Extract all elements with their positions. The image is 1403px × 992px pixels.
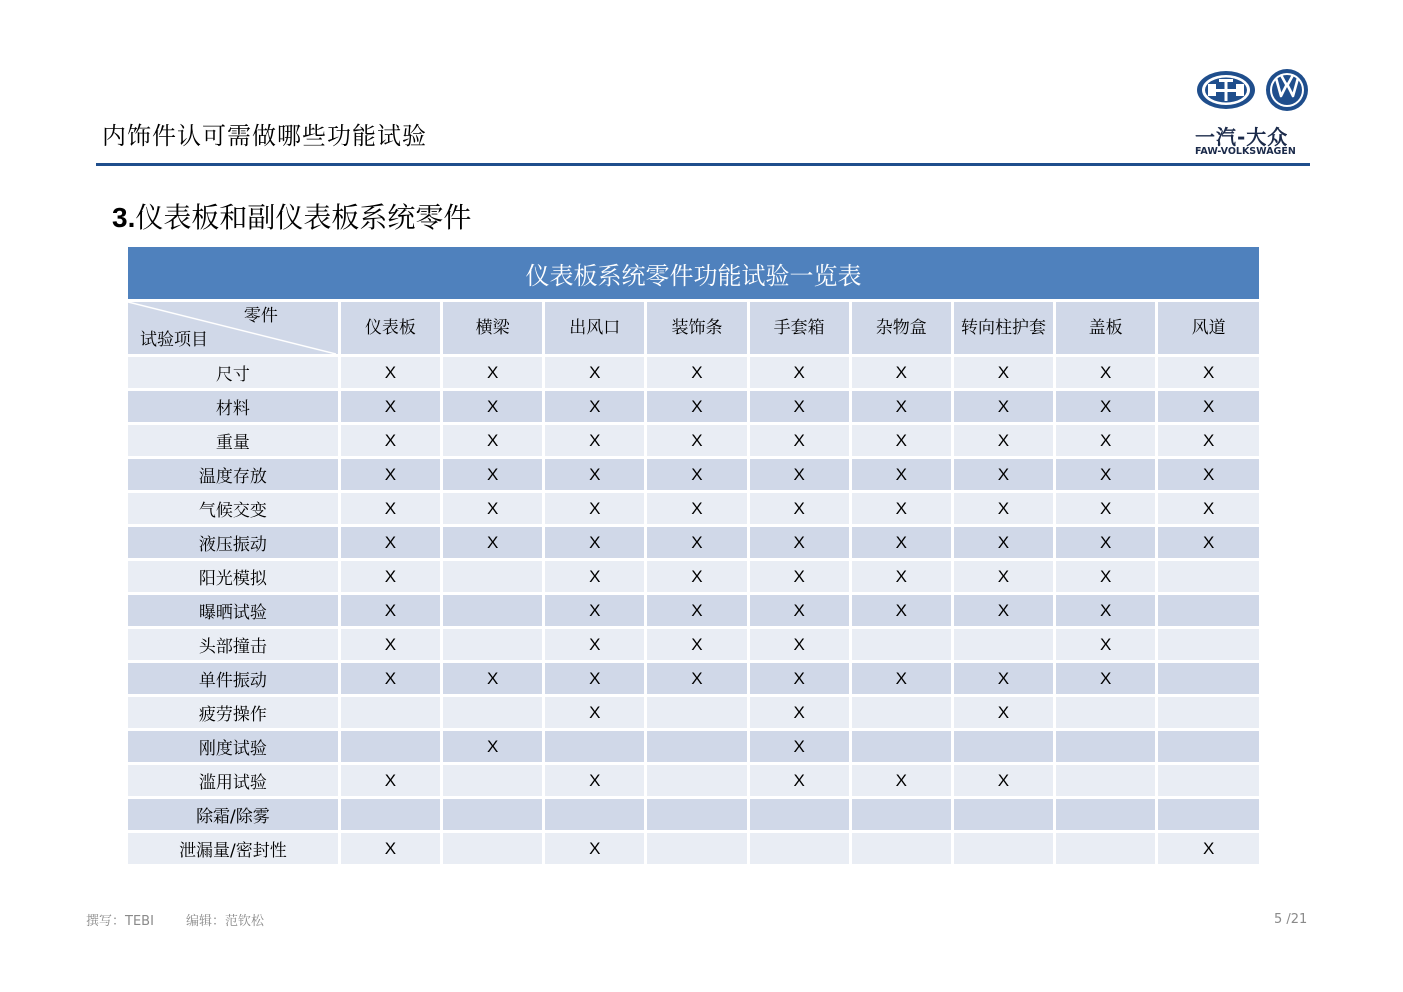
table-cell: X — [952, 492, 1054, 526]
test-item-label: 头部撞击 — [128, 628, 339, 662]
test-item-label: 重量 — [128, 424, 339, 458]
table-body — [128, 302, 1259, 866]
table-cell: X — [748, 594, 850, 628]
table-row — [128, 492, 1259, 526]
table-cell: X — [544, 424, 646, 458]
table-row — [128, 662, 1259, 696]
table-cell: X — [646, 628, 748, 662]
table-cell — [748, 832, 850, 866]
table-cell: X — [748, 356, 850, 390]
table-cell — [646, 764, 748, 798]
table-cell: X — [1157, 458, 1259, 492]
page-number: 5 /21 — [1274, 912, 1308, 927]
table-cell: X — [952, 696, 1054, 730]
table-cell: X — [850, 390, 952, 424]
table-row — [128, 356, 1259, 390]
table-cell: X — [544, 628, 646, 662]
column-header: 风道 — [1157, 302, 1259, 356]
table-cell: X — [1055, 424, 1157, 458]
table-cell: X — [646, 492, 748, 526]
column-header: 仪表板 — [339, 302, 441, 356]
table-row — [128, 424, 1259, 458]
table-row — [128, 730, 1259, 764]
table-cell: X — [339, 560, 441, 594]
table-cell — [1157, 696, 1259, 730]
table-cell: X — [850, 492, 952, 526]
table-cell — [1055, 798, 1157, 832]
table-cell: X — [1055, 526, 1157, 560]
table-cell: X — [748, 492, 850, 526]
table-cell: X — [442, 356, 544, 390]
logo-text-en: FAW-VOLKSWAGEN — [1195, 146, 1296, 157]
test-item-label: 泄漏量/密封性 — [128, 832, 339, 866]
table-cell: X — [646, 356, 748, 390]
table-cell — [1157, 798, 1259, 832]
test-item-label: 曝晒试验 — [128, 594, 339, 628]
table-cell: X — [748, 526, 850, 560]
table-cell — [646, 730, 748, 764]
table-cell: X — [850, 356, 952, 390]
table-row — [128, 526, 1259, 560]
table-cell — [339, 730, 441, 764]
table-cell: X — [544, 764, 646, 798]
table-cell: X — [442, 424, 544, 458]
test-matrix-table — [128, 247, 1259, 867]
table-cell: X — [952, 390, 1054, 424]
logo-text-cn: 一汽-大众 — [1195, 125, 1289, 149]
test-item-label: 尺寸 — [128, 356, 339, 390]
author-name: TEBI — [125, 914, 154, 929]
table-cell: X — [850, 424, 952, 458]
table-cell — [339, 696, 441, 730]
table-cell: X — [850, 458, 952, 492]
corner-header-cell — [128, 302, 339, 356]
table-cell — [442, 798, 544, 832]
table-cell: X — [442, 526, 544, 560]
table-cell: X — [850, 594, 952, 628]
table-cell: X — [646, 458, 748, 492]
table-cell: X — [952, 356, 1054, 390]
table-cell — [442, 628, 544, 662]
table-cell: X — [339, 390, 441, 424]
table-row — [128, 628, 1259, 662]
table-cell — [1157, 730, 1259, 764]
table-cell: X — [339, 832, 441, 866]
table-cell: X — [1055, 390, 1157, 424]
table-cell — [646, 798, 748, 832]
author-label: 撰写： — [86, 914, 126, 929]
table-cell: X — [952, 662, 1054, 696]
table-cell — [850, 628, 952, 662]
table-cell: X — [952, 560, 1054, 594]
table-title: 仪表板系统零件功能试验一览表 — [128, 247, 1259, 302]
table-cell: X — [1157, 356, 1259, 390]
table-cell — [442, 594, 544, 628]
table-cell — [544, 798, 646, 832]
table-cell: X — [748, 730, 850, 764]
table-cell: X — [339, 594, 441, 628]
table-cell: X — [1157, 390, 1259, 424]
test-item-label: 温度存放 — [128, 458, 339, 492]
section-title — [112, 196, 471, 236]
table-cell: X — [442, 730, 544, 764]
test-item-label: 除霜/除雾 — [128, 798, 339, 832]
table-cell — [544, 730, 646, 764]
table-cell: X — [952, 594, 1054, 628]
table-cell: X — [748, 696, 850, 730]
table-cell: X — [952, 424, 1054, 458]
table-cell: X — [646, 560, 748, 594]
table-cell: X — [544, 390, 646, 424]
table-cell: X — [748, 424, 850, 458]
test-item-label: 液压振动 — [128, 526, 339, 560]
table-cell: X — [442, 492, 544, 526]
column-header: 盖板 — [1055, 302, 1157, 356]
table-cell: X — [1055, 594, 1157, 628]
table-cell: X — [339, 662, 441, 696]
table-cell: X — [748, 458, 850, 492]
table-cell: X — [339, 424, 441, 458]
table-cell — [646, 832, 748, 866]
table-row — [128, 594, 1259, 628]
table-row — [128, 390, 1259, 424]
test-item-label: 材料 — [128, 390, 339, 424]
table-cell — [442, 560, 544, 594]
table-cell: X — [544, 492, 646, 526]
table-cell: X — [544, 526, 646, 560]
table-cell: X — [850, 764, 952, 798]
table-cell: X — [544, 662, 646, 696]
table-row — [128, 560, 1259, 594]
table-cell: X — [339, 492, 441, 526]
table-cell: X — [1055, 492, 1157, 526]
table-cell: X — [1157, 526, 1259, 560]
test-matrix — [128, 302, 1259, 867]
editor-name: 范钦松 — [224, 914, 264, 929]
table-cell: X — [646, 424, 748, 458]
table-cell — [1157, 628, 1259, 662]
table-cell — [1157, 662, 1259, 696]
table-cell — [1055, 764, 1157, 798]
test-item-label: 气候交变 — [128, 492, 339, 526]
table-cell — [952, 798, 1054, 832]
table-cell — [1055, 832, 1157, 866]
table-cell: X — [544, 594, 646, 628]
table-cell: X — [544, 356, 646, 390]
test-item-label: 刚度试验 — [128, 730, 339, 764]
table-cell — [646, 696, 748, 730]
test-item-label: 单件振动 — [128, 662, 339, 696]
table-cell: X — [1055, 458, 1157, 492]
table-row — [128, 764, 1259, 798]
table-cell: X — [544, 560, 646, 594]
table-cell: X — [646, 526, 748, 560]
table-cell: X — [748, 628, 850, 662]
test-item-label: 疲劳操作 — [128, 696, 339, 730]
table-cell — [1055, 730, 1157, 764]
table-cell — [442, 764, 544, 798]
table-cell: X — [544, 696, 646, 730]
section-text: 仪表板和副仪表板系统零件 — [135, 201, 472, 234]
table-cell: X — [1157, 424, 1259, 458]
table-cell: X — [1157, 832, 1259, 866]
table-cell: X — [952, 764, 1054, 798]
table-cell: X — [339, 628, 441, 662]
table-cell — [850, 798, 952, 832]
table-cell — [952, 832, 1054, 866]
corner-tests-label: 试验项目 — [140, 330, 208, 350]
table-cell: X — [646, 594, 748, 628]
table-cell: X — [850, 560, 952, 594]
table-cell — [850, 730, 952, 764]
section-number: 3. — [112, 202, 136, 233]
column-header: 杂物盒 — [850, 302, 952, 356]
column-header: 横梁 — [442, 302, 544, 356]
table-cell — [1157, 594, 1259, 628]
table-cell: X — [748, 390, 850, 424]
column-header: 转向柱护套 — [952, 302, 1054, 356]
table-cell: X — [748, 560, 850, 594]
table-cell — [1055, 696, 1157, 730]
column-header: 出风口 — [544, 302, 646, 356]
corner-parts-label: 零件 — [243, 306, 278, 326]
table-row — [128, 696, 1259, 730]
column-header: 手套箱 — [748, 302, 850, 356]
table-cell: X — [339, 356, 441, 390]
table-cell — [442, 832, 544, 866]
footer-credits — [86, 910, 264, 929]
table-cell — [442, 696, 544, 730]
table-cell — [952, 628, 1054, 662]
table-cell: X — [442, 662, 544, 696]
table-cell: X — [1055, 356, 1157, 390]
table-cell: X — [646, 662, 748, 696]
table-cell — [952, 730, 1054, 764]
table-cell: X — [544, 832, 646, 866]
table-cell: X — [850, 526, 952, 560]
table-cell — [1157, 764, 1259, 798]
table-cell: X — [952, 526, 1054, 560]
table-cell: X — [748, 764, 850, 798]
table-header-row — [128, 302, 1259, 356]
table-cell: X — [442, 458, 544, 492]
table-cell: X — [339, 526, 441, 560]
page-title: 内饰件认可需做哪些功能试验 — [102, 122, 427, 150]
table-cell: X — [339, 458, 441, 492]
table-cell — [339, 798, 441, 832]
table-cell — [1157, 560, 1259, 594]
header-divider — [96, 163, 1310, 166]
table-cell — [850, 832, 952, 866]
table-cell: X — [442, 390, 544, 424]
table-cell: X — [1055, 560, 1157, 594]
test-item-label: 阳光模拟 — [128, 560, 339, 594]
table-cell: X — [850, 662, 952, 696]
table-cell: X — [1055, 628, 1157, 662]
test-item-label: 滥用试验 — [128, 764, 339, 798]
table-row — [128, 832, 1259, 866]
table-cell: X — [544, 458, 646, 492]
table-cell: X — [339, 764, 441, 798]
table-cell: X — [646, 390, 748, 424]
table-cell: X — [952, 458, 1054, 492]
table-cell: X — [1055, 662, 1157, 696]
table-row — [128, 798, 1259, 832]
table-cell: X — [748, 662, 850, 696]
table-cell — [850, 696, 952, 730]
column-header: 装饰条 — [646, 302, 748, 356]
table-row — [128, 458, 1259, 492]
table-cell — [748, 798, 850, 832]
editor-label: 编辑： — [185, 914, 225, 929]
table-cell: X — [1157, 492, 1259, 526]
